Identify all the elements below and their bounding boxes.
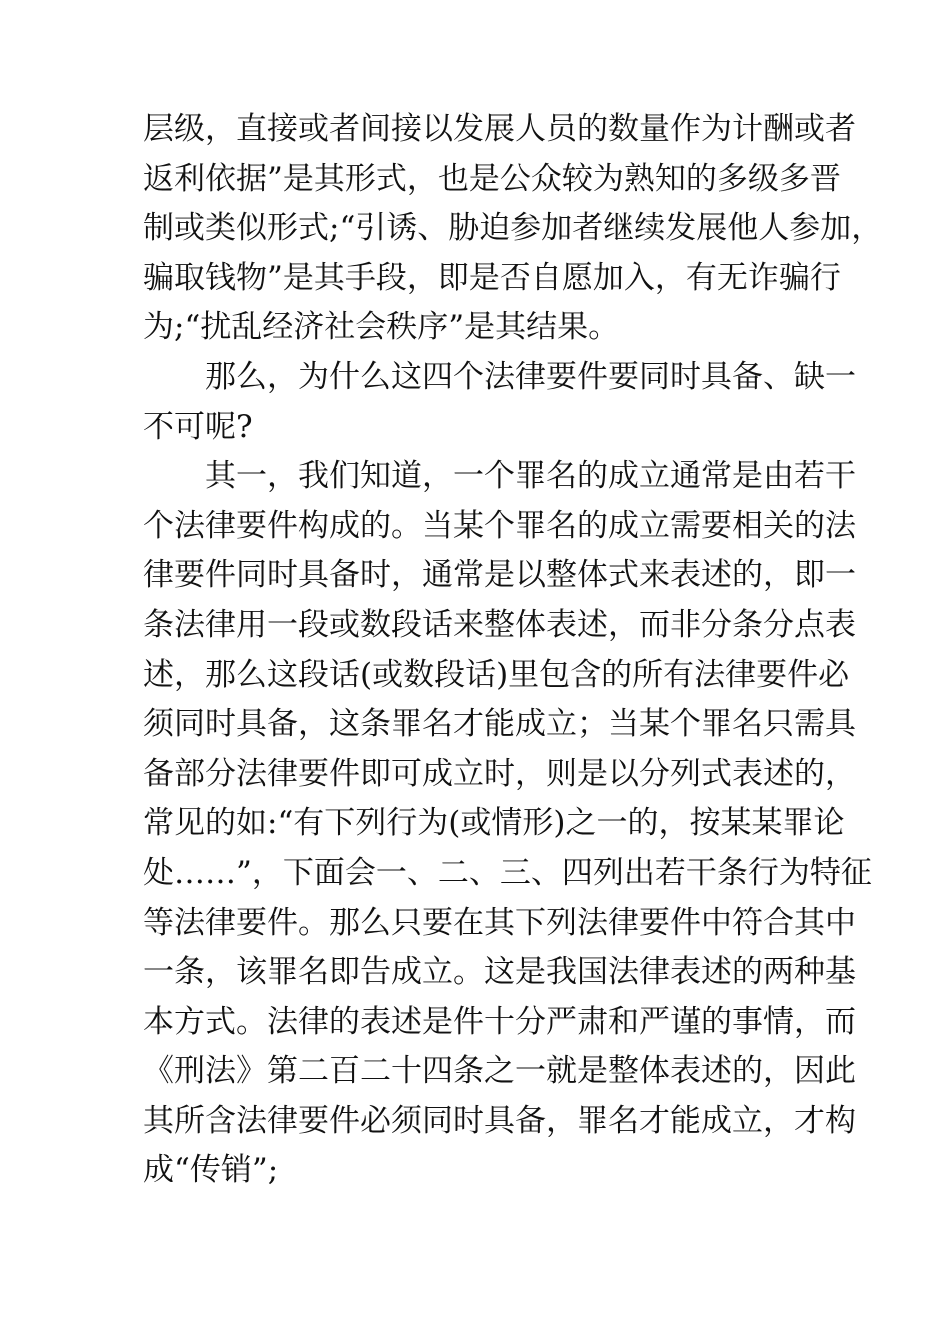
text-line: 本方式。法律的表述是件十分严肃和严谨的事情，而	[143, 1003, 856, 1040]
text-line: 制或类似形式;“引诱、胁迫参加者继续发展他人参加，	[143, 210, 883, 247]
body-text	[143, 105, 883, 1196]
text-line: 个法律要件构成的。当某个罪名的成立需要相关的法	[143, 507, 856, 544]
paragraph-first-line: 那么，为什么这四个法律要件要同时具备、缺一	[205, 358, 856, 395]
text-line: 常见的如:“有下列行为(或情形)之一的，按某某罪论	[143, 805, 845, 842]
paragraph-first-line: 其一，我们知道，一个罪名的成立通常是由若干	[205, 458, 856, 495]
text-line: 《刑法》第二百二十四条之一就是整体表述的，因此	[143, 1053, 856, 1090]
text-line: 述，那么这段话(或数段话)里包含的所有法律要件必	[143, 656, 850, 693]
text-line: 骗取钱物”是其手段，即是否自愿加入，有无诈骗行	[143, 259, 841, 296]
text-line: 返利依据”是其形式，也是公众较为熟知的多级多晋	[143, 160, 841, 197]
text-line: 处……”，下面会一、二、三、四列出若干条行为特征	[143, 854, 872, 891]
text-line: 层级，直接或者间接以发展人员的数量作为计酬或者	[143, 111, 856, 147]
text-line: 律要件同时具备时，通常是以整体式来表述的，即一	[143, 557, 856, 594]
text-line: 备部分法律要件即可成立时，则是以分列式表述的，	[143, 755, 856, 792]
text-line: 等法律要件。那么只要在其下列法律要件中符合其中	[143, 904, 856, 941]
text-line: 条法律用一段或数段话来整体表述，而非分条分点表	[143, 606, 856, 643]
text-line: 为;“扰乱经济社会秩序”是其结果。	[143, 309, 620, 346]
text-line: 须同时具备，这条罪名才能成立；当某个罪名只需具	[143, 706, 856, 743]
text-line: 成“传销”;	[143, 1152, 279, 1189]
text-line: 其所含法律要件必须同时具备，罪名才能成立，才构	[143, 1102, 856, 1139]
text-line: 不可呢?	[143, 408, 253, 445]
text-line: 一条，该罪名即告成立。这是我国法律表述的两种基	[143, 954, 856, 991]
